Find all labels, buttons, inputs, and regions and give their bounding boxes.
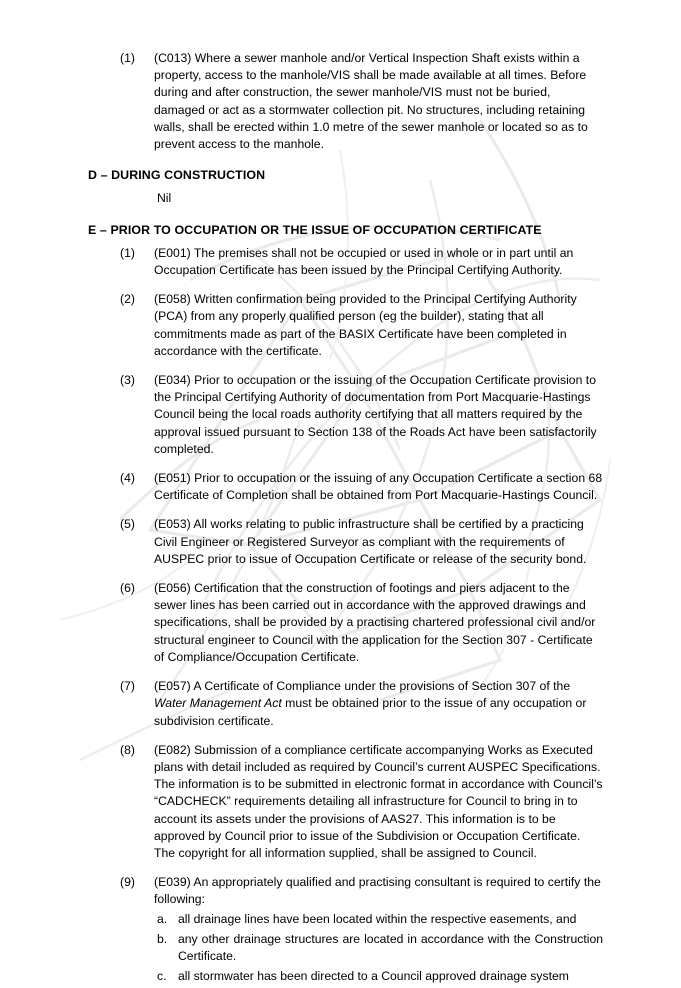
item-marker: (2) (120, 292, 136, 307)
item-text: (C013) Where a sewer manhole and/or Vertical Inspection Shaft exists within a property, access to the manhole/VIS shall be made available at all times. Before during and after construction, the sewer manhole/VIS must not be buried, damaged or act as a stormwater collection pit. No structures, including retaining walls, shall be erected within 1.0 metre of the sewer manhole or located so as to prevent access to the manhole. (154, 51, 588, 152)
subitem-marker: b. (157, 931, 168, 946)
item-text-part-plain: (E057) A Certificate of Compliance under the provisions of Section 307 of the (154, 679, 571, 694)
section-heading-e: E – PRIOR TO OCCUPATION OR THE ISSUE OF OCCUPATION CERTIFICATE (88, 222, 542, 237)
subitem-text: all drainage lines have been located within the respective easements, and (178, 911, 577, 926)
condition-item (0, 742, 681, 862)
item-marker: (9) (120, 875, 136, 890)
subitem-text: any other drainage structures are located in accordance with the Construction Certificate. (178, 931, 603, 963)
item-marker: (7) (120, 679, 136, 694)
section-d-body: Nil (157, 191, 172, 206)
item-text: (E058) Written confirmation being provided to the Principal Certifying Authority (PCA) from any properly qualified person (eg the builder), stating that all commitments made as part of the BASIX Certificate have been completed in accordance with the certificate. (154, 292, 577, 358)
item-marker: (1) (120, 51, 136, 65)
sub-condition-item (0, 911, 681, 928)
subitem-text: all stormwater has been directed to a Council approved drainage system (178, 969, 569, 984)
item-text: (E082) Submission of a compliance certificate accompanying Works as Executed plans with detail included as required by Council’s current AUSPEC Specifications. The information is to be submitted in electronic format in accordance with Council’s “CADCHECK” requirements detailing all infrastructure for Council to bring in to account its assets under the provisions of AAS27. This information is to be approved by Council prior to issue of the Subdivision or Occupation Certificate. The copyright for all information supplied, shall be assigned to Council. (154, 742, 603, 860)
subitem-marker: a. (157, 911, 168, 926)
item-marker: (5) (120, 517, 136, 532)
item-text: (E039) An appropriately qualified and practising consultant is required to certify the following: (154, 875, 601, 907)
condition-item (0, 678, 681, 730)
condition-item (0, 470, 681, 504)
item-text: (E034) Prior to occupation or the issuing of the Occupation Certificate provision to the Principal Certifying Authority of documentation from Port Macquarie-Hastings Council being the local roads authority certifying that all matters required by the approval issued pursuant to Section 138 of the Roads Act have been satisfactorily completed. (154, 373, 597, 456)
sub-condition-item (0, 931, 681, 965)
section-heading-d: D – DURING CONSTRUCTION (88, 168, 266, 183)
subitem-marker: c. (157, 969, 167, 984)
condition-item (0, 874, 681, 908)
condition-item (0, 50, 681, 153)
item-marker: (1) (120, 245, 136, 260)
item-text: (E053) All works relating to public infrastructure shall be certified by a practicing Civil Engineer or Registered Surveyor as compliant with the requirements of AUSPEC prior to issue of Occupation Certificate or release of the security bond. (154, 517, 587, 566)
condition-item (0, 245, 681, 279)
item-marker: (8) (120, 742, 136, 757)
sub-condition-item (0, 968, 681, 985)
condition-item (0, 516, 681, 568)
condition-item (0, 372, 681, 458)
condition-item (0, 580, 681, 666)
item-text-part-tail: must be obtained prior to the issue of any occupation or subdivision certificate. (154, 696, 587, 728)
item-text (154, 678, 603, 730)
statute-name-italic: Water Management Act (154, 696, 282, 711)
item-text: (E001) The premises shall not be occupied or used in whole or in part until an Occupation Certificate has been issued by the Principal Certifying Authority. (154, 245, 574, 278)
item-text: (E056) Certification that the construction of footings and piers adjacent to the sewer lines has been carried out in accordance with the approved drawings and specifications, shall be provided by a practising chartered professional civil and/or structural engineer to Council with the application for the Section 307 - Certificate of Compliance/Occupation Certificate. (154, 581, 596, 664)
item-text: (E051) Prior to occupation or the issuing of any Occupation Certificate a section 68 Certificate of Completion shall be obtained from Port Macquarie-Hastings Council. (154, 471, 603, 503)
item-marker: (4) (120, 471, 136, 486)
condition-item (0, 291, 681, 360)
item-marker: (3) (120, 373, 136, 388)
item-marker: (6) (120, 581, 136, 596)
